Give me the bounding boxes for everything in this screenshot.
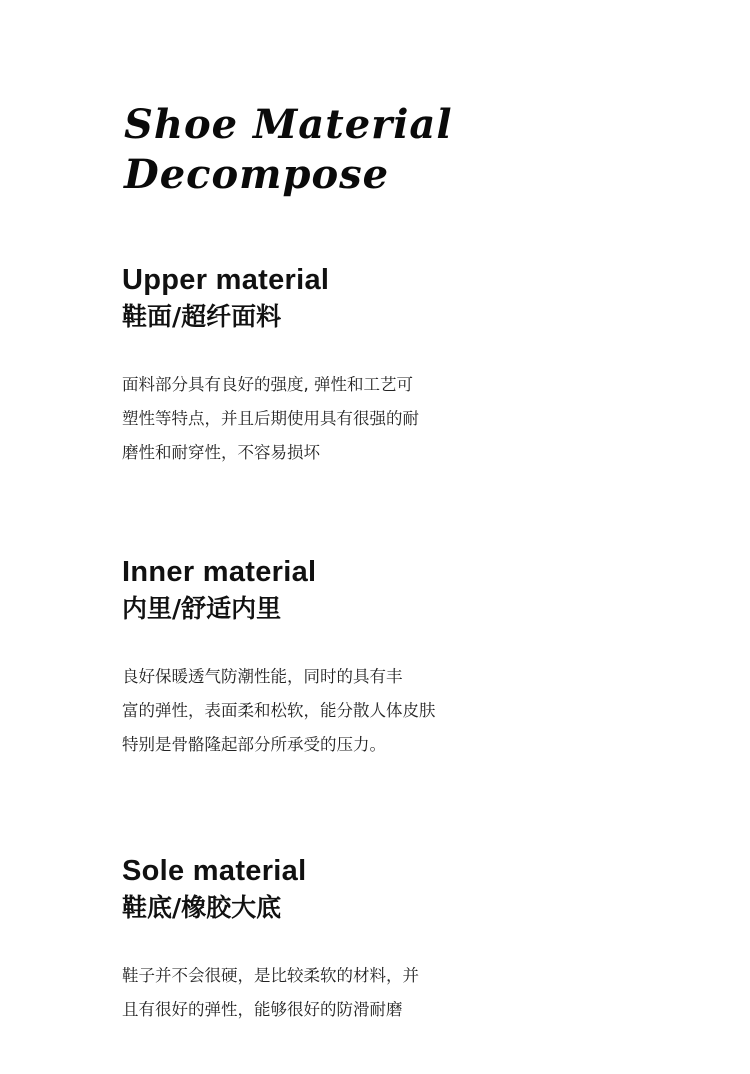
page-title-line-2: Decompose — [124, 151, 390, 198]
section-heading-en: Sole material — [122, 855, 307, 887]
section-description — [122, 959, 542, 1027]
section-sole-material — [122, 853, 542, 1027]
section-inner-material — [122, 554, 542, 762]
section-heading-en: Inner material — [122, 556, 317, 588]
section-heading-zh: 鞋底/橡胶大底 — [122, 893, 282, 922]
description-line: 良好保暖透气防潮性能，同时的具有丰 — [122, 667, 403, 686]
page-title — [124, 100, 453, 200]
section-heading-zh: 内里/舒适内里 — [122, 594, 282, 623]
description-line: 且有很好的弹性，能够很好的防滑耐磨 — [122, 1000, 403, 1019]
section-upper-material — [122, 262, 542, 470]
description-line: 磨性和耐穿性，不容易损坏 — [122, 443, 320, 462]
description-line: 面料部分具有良好的强度, 弹性和工艺可 — [122, 375, 413, 394]
section-description — [122, 660, 542, 762]
description-line: 鞋子并不会很硬，是比较柔软的材料，并 — [122, 966, 419, 985]
page-title-line-1: Shoe Material — [124, 101, 453, 148]
description-line: 塑性等特点，并且后期使用具有很强的耐 — [122, 409, 419, 428]
section-heading-zh: 鞋面/超纤面料 — [122, 302, 282, 331]
description-line: 富的弹性，表面柔和松软，能分散人体皮肤 — [122, 701, 436, 720]
section-heading-en: Upper material — [122, 264, 330, 296]
description-line: 特别是骨骼隆起部分所承受的压力。 — [122, 735, 386, 754]
section-description — [122, 368, 542, 470]
